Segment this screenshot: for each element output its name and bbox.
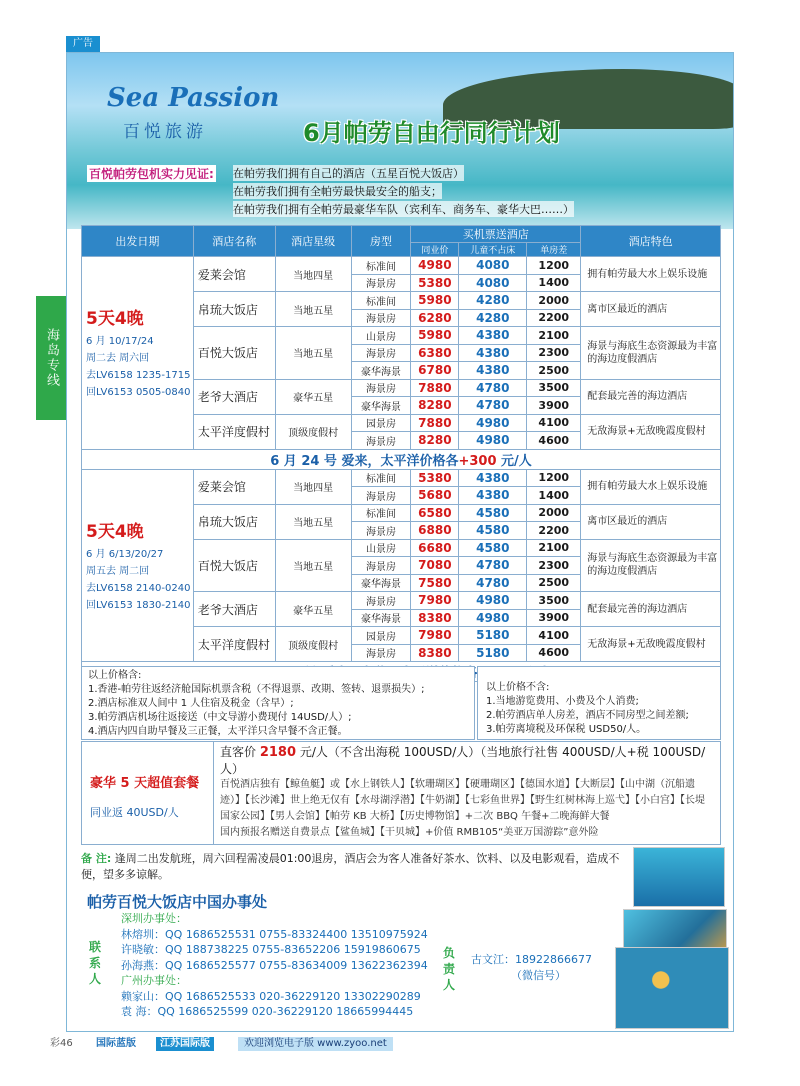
single-supplement: 2000 bbox=[527, 504, 581, 522]
child-price: 4380 bbox=[459, 362, 527, 380]
hotel-feature: 拥有帕劳最大水上娱乐设施 bbox=[581, 257, 721, 292]
single-supplement: 1200 bbox=[527, 469, 581, 487]
peer-price: 6580 bbox=[411, 504, 459, 522]
peer-price: 8280 bbox=[411, 432, 459, 450]
website-link[interactable]: 欢迎浏览电子版 www.zyoo.net bbox=[238, 1037, 393, 1051]
hotel-name: 爱莱会馆 bbox=[193, 469, 275, 504]
single-supplement: 3500 bbox=[527, 379, 581, 397]
th-room: 房型 bbox=[351, 226, 411, 257]
hotel-name: 百悦大饭店 bbox=[193, 539, 275, 592]
group-b-body bbox=[82, 469, 721, 662]
child-price: 5180 bbox=[459, 644, 527, 662]
single-supplement: 4600 bbox=[527, 644, 581, 662]
proof-line-1: 在帕劳我们拥有自己的酒店（五星百悦大饭店） bbox=[233, 167, 464, 180]
hotel-name: 太平洋度假村 bbox=[193, 627, 275, 662]
hotel-star: 当地四星 bbox=[275, 469, 351, 504]
peer-price: 7080 bbox=[411, 557, 459, 575]
single-supplement: 1200 bbox=[527, 257, 581, 275]
peer-price: 8280 bbox=[411, 397, 459, 415]
hotel-star: 当地五星 bbox=[275, 504, 351, 539]
room-type: 标准间 bbox=[351, 257, 411, 275]
room-type: 海景房 bbox=[351, 644, 411, 662]
contact-row: 许晓敏：QQ 188738225 0755-83652206 15919860675 bbox=[121, 943, 421, 956]
child-price: 4580 bbox=[459, 522, 527, 540]
return-flight: 回LV6153 1830-2140 bbox=[86, 599, 191, 611]
outbound-flight: 去LV6158 1235-1715 bbox=[86, 370, 191, 382]
footer bbox=[50, 1034, 750, 1054]
peer-price: 6280 bbox=[411, 309, 459, 327]
th-date: 出发日期 bbox=[82, 226, 194, 257]
room-type: 海景房 bbox=[351, 274, 411, 292]
edition-badge: 江苏国际版 bbox=[156, 1037, 214, 1051]
price-table bbox=[81, 225, 721, 682]
hotel-feature: 拥有帕劳最大水上娱乐设施 bbox=[581, 469, 721, 504]
child-price: 4280 bbox=[459, 309, 527, 327]
peer-price: 7880 bbox=[411, 414, 459, 432]
contact-row: 袁 海：QQ 1686525599 020-36229120 18665994445 bbox=[121, 1005, 414, 1018]
contact-row: 孙海燕：QQ 1686525577 0755-83634009 13622362394 bbox=[121, 958, 428, 972]
peer-price: 8380 bbox=[411, 609, 459, 627]
child-price: 4080 bbox=[459, 257, 527, 275]
proof-line-2: 在帕劳我们拥有全帕劳最快最安全的船支； bbox=[233, 185, 442, 198]
room-type: 豪华海景 bbox=[351, 609, 411, 627]
return-flight: 回LV6153 0505-0840 bbox=[86, 387, 191, 399]
hotel-feature: 无敌海景+无敌晚霞度假村 bbox=[581, 627, 721, 662]
price-excluded bbox=[477, 666, 721, 740]
child-price: 4780 bbox=[459, 574, 527, 592]
responsible-name: 古文江：18922866677 bbox=[471, 953, 592, 966]
peer-price: 5380 bbox=[411, 469, 459, 487]
peer-price: 7880 bbox=[411, 379, 459, 397]
responsible-wechat: （微信号） bbox=[511, 969, 566, 982]
peer-price: 6780 bbox=[411, 362, 459, 380]
departure-cell bbox=[82, 469, 194, 662]
single-supplement: 2100 bbox=[527, 539, 581, 557]
hotel-star: 顶级度假村 bbox=[275, 414, 351, 449]
child-price: 4380 bbox=[459, 469, 527, 487]
th-feature: 酒店特色 bbox=[581, 226, 721, 257]
hotel-name: 爱莱会馆 bbox=[193, 257, 275, 292]
trip-length: 5天4晚 bbox=[86, 309, 144, 330]
ad-frame bbox=[66, 52, 734, 1032]
proof-line-3: 在帕劳我们拥有全帕劳最豪华车队（宾利车、商务车、豪华大巴……） bbox=[233, 203, 574, 216]
price-included bbox=[81, 666, 475, 740]
peer-price: 7580 bbox=[411, 574, 459, 592]
room-type: 山景房 bbox=[351, 539, 411, 557]
hotel-feature: 配套最完善的海边酒店 bbox=[581, 592, 721, 627]
contact-row: 赖家山：QQ 1686525533 020-36229120 13302290289 bbox=[121, 989, 421, 1003]
page-number: 彩46 bbox=[50, 1038, 73, 1049]
room-type: 园景房 bbox=[351, 414, 411, 432]
single-supplement: 2200 bbox=[527, 309, 581, 327]
hotel-star: 顶级度假村 bbox=[275, 627, 351, 662]
hotel-name: 帛琉大饭店 bbox=[193, 504, 275, 539]
child-price: 4380 bbox=[459, 344, 527, 362]
single-supplement: 2500 bbox=[527, 574, 581, 592]
single-supplement: 2300 bbox=[527, 557, 581, 575]
hero-title: 6月帕劳自由行同行计划 bbox=[303, 119, 560, 147]
ad-tag: 广告 bbox=[66, 36, 100, 52]
room-type: 海景房 bbox=[351, 344, 411, 362]
child-price: 4080 bbox=[459, 274, 527, 292]
peer-price: 6680 bbox=[411, 539, 459, 557]
th-child: 儿童不占床 bbox=[459, 243, 527, 257]
group-a-body bbox=[82, 257, 721, 450]
child-price: 4780 bbox=[459, 397, 527, 415]
notice-a: 6 月 24 号 爱来，太平洋价格各+300 元/人 bbox=[82, 449, 721, 469]
room-type: 豪华海景 bbox=[351, 397, 411, 415]
room-type: 海景房 bbox=[351, 309, 411, 327]
child-price: 4980 bbox=[459, 592, 527, 610]
package-price-line: 直客价 2180 元/人（不含出海税 100USD/人）（当地旅行社售 400USD/人+税 100USD/人） bbox=[220, 745, 706, 776]
single-supplement: 1400 bbox=[527, 487, 581, 505]
hotel-feature: 离市区最近的酒店 bbox=[581, 292, 721, 327]
table-row bbox=[82, 469, 721, 487]
hotel-feature: 离市区最近的酒店 bbox=[581, 504, 721, 539]
departure-cell bbox=[82, 257, 194, 450]
hotel-name: 帛琉大饭店 bbox=[193, 292, 275, 327]
single-supplement: 2500 bbox=[527, 362, 581, 380]
child-price: 4380 bbox=[459, 327, 527, 345]
peer-price: 7980 bbox=[411, 627, 459, 645]
peer-price: 4980 bbox=[411, 257, 459, 275]
office-title: 帕劳百悦大饭店中国办事处 bbox=[87, 893, 268, 911]
included-item: 1.香港-帕劳往返经济舱国际机票含税（不得退票、改期、签转、退票损失）; bbox=[88, 684, 425, 695]
package-return: 同业返 40USD/人 bbox=[90, 806, 179, 819]
room-type: 豪华海景 bbox=[351, 574, 411, 592]
hotel-feature: 海景与海底生态资源最为丰富的海边度假酒店 bbox=[581, 539, 721, 592]
contact-label: 联系人 bbox=[89, 940, 102, 986]
hotel-star: 当地五星 bbox=[275, 327, 351, 380]
child-price: 4580 bbox=[459, 539, 527, 557]
hotel-name: 太平洋度假村 bbox=[193, 414, 275, 449]
magazine-name: 国际蓝版 bbox=[96, 1038, 136, 1049]
child-price: 4980 bbox=[459, 609, 527, 627]
proof-label: 百悦帕劳包机实力见证: bbox=[89, 167, 214, 181]
child-price: 5180 bbox=[459, 627, 527, 645]
child-price: 4580 bbox=[459, 504, 527, 522]
brand-sub: 百悦旅游 bbox=[123, 122, 207, 142]
contacts-list bbox=[121, 911, 428, 1020]
room-type: 海景房 bbox=[351, 487, 411, 505]
room-type: 海景房 bbox=[351, 432, 411, 450]
room-type: 园景房 bbox=[351, 627, 411, 645]
table-row bbox=[82, 257, 721, 275]
hotel-name: 老爷大酒店 bbox=[193, 592, 275, 627]
package-details bbox=[220, 744, 714, 841]
peer-price: 5980 bbox=[411, 327, 459, 345]
room-type: 标准间 bbox=[351, 504, 411, 522]
remark: 备 注: 逢周二出发航班，周六回程需凌晨01:00退房，酒店会为客人准备好茶水、饮料、以及电影观看，造成不便，望多多谅解。 bbox=[81, 852, 620, 881]
single-supplement: 2100 bbox=[527, 327, 581, 345]
room-type: 海景房 bbox=[351, 522, 411, 540]
th-star: 酒店星级 bbox=[275, 226, 351, 257]
child-price: 4380 bbox=[459, 487, 527, 505]
th-hotel: 酒店名称 bbox=[193, 226, 275, 257]
outbound-flight: 去LV6158 2140-0240 bbox=[86, 582, 191, 594]
contact-row: 林熔圳：QQ 1686525531 0755-83324400 13510975924 bbox=[121, 927, 428, 941]
single-supplement: 2300 bbox=[527, 344, 581, 362]
excluded-item: 2.帕劳酒店单人房差，酒店不同房型之间差额; bbox=[486, 710, 689, 721]
single-supplement: 3500 bbox=[527, 592, 581, 610]
trip-length: 5天4晚 bbox=[86, 521, 144, 542]
peer-price: 5380 bbox=[411, 274, 459, 292]
child-price: 4280 bbox=[459, 292, 527, 310]
package-name: 豪华 5 天超值套餐 bbox=[90, 776, 200, 791]
jellyfish-photo bbox=[615, 947, 729, 1029]
excluded-item: 3.帕劳离境税及环保税 USD50/人。 bbox=[486, 724, 647, 735]
hotel-star: 豪华五星 bbox=[275, 379, 351, 414]
included-item: 2.酒店标准双人间中 1 人住宿及税金（含早）; bbox=[88, 698, 294, 709]
single-supplement: 4600 bbox=[527, 432, 581, 450]
single-supplement: 3900 bbox=[527, 609, 581, 627]
peer-price: 6880 bbox=[411, 522, 459, 540]
th-peer: 同业价 bbox=[411, 243, 459, 257]
room-type: 海景房 bbox=[351, 379, 411, 397]
child-price: 4980 bbox=[459, 414, 527, 432]
single-supplement: 4100 bbox=[527, 627, 581, 645]
child-price: 4980 bbox=[459, 432, 527, 450]
single-supplement: 2200 bbox=[527, 522, 581, 540]
peer-price: 6380 bbox=[411, 344, 459, 362]
hotel-feature: 海景与海底生态资源最为丰富的海边度假酒店 bbox=[581, 327, 721, 380]
city-shenzhen: 深圳办事处： bbox=[121, 912, 187, 925]
room-type: 山景房 bbox=[351, 327, 411, 345]
included-title: 以上价格含: bbox=[88, 670, 142, 681]
hotel-name: 百悦大饭店 bbox=[193, 327, 275, 380]
peer-price: 5980 bbox=[411, 292, 459, 310]
single-supplement: 4100 bbox=[527, 414, 581, 432]
diving-photo bbox=[633, 847, 725, 907]
room-type: 标准间 bbox=[351, 469, 411, 487]
departure-dates: 6 月 6/13/20/27 bbox=[86, 548, 164, 560]
hotel-name: 老爷大酒店 bbox=[193, 379, 275, 414]
excluded-title: 以上价格不含: bbox=[486, 682, 550, 693]
hotel-star: 当地五星 bbox=[275, 292, 351, 327]
package-left bbox=[82, 742, 214, 844]
hotel-star: 当地四星 bbox=[275, 257, 351, 292]
included-item: 3.帕劳酒店机场往返接送（中文导游小费现付 14USD/人）; bbox=[88, 712, 352, 723]
hotel-star: 豪华五星 bbox=[275, 592, 351, 627]
th-single: 单房差 bbox=[527, 243, 581, 257]
departure-days: 周五去 周二回 bbox=[86, 565, 150, 577]
hotel-feature: 配套最完善的海边酒店 bbox=[581, 379, 721, 414]
city-guangzhou: 广州办事处： bbox=[121, 974, 187, 987]
departure-dates: 6 月 10/17/24 bbox=[86, 336, 154, 348]
peer-price: 5680 bbox=[411, 487, 459, 505]
peer-price: 7980 bbox=[411, 592, 459, 610]
hotel-feature: 无敌海景+无敌晚霞度假村 bbox=[581, 414, 721, 449]
room-type: 海景房 bbox=[351, 592, 411, 610]
single-supplement: 1400 bbox=[527, 274, 581, 292]
hotel-star: 当地五星 bbox=[275, 539, 351, 592]
package-bonus: 国内预报名赠送自费景点【鲨鱼城】【干贝城】+价值 RMB105“美亚万国游踪”意外险 bbox=[220, 827, 599, 838]
room-type: 豪华海景 bbox=[351, 362, 411, 380]
responsible-label: 负责人 bbox=[443, 946, 456, 992]
excluded-item: 1.当地游览费用、小费及个人消费; bbox=[486, 696, 639, 707]
hero-banner bbox=[67, 53, 733, 229]
included-item: 4.酒店内四自助早餐及三正餐，太平洋只含早餐不含正餐。 bbox=[88, 726, 348, 737]
child-price: 4780 bbox=[459, 379, 527, 397]
package-box bbox=[81, 741, 721, 845]
room-type: 海景房 bbox=[351, 557, 411, 575]
child-price: 4780 bbox=[459, 557, 527, 575]
th-buy: 买机票送酒店 bbox=[411, 226, 581, 243]
single-supplement: 3900 bbox=[527, 397, 581, 415]
peer-price: 8380 bbox=[411, 644, 459, 662]
package-includes: 百悦酒店独有【鲸鱼艇】或【水上钢铁人】【软珊瑚区】【硬珊瑚区】【德国水道】【大断层】【山中湖（沉船遗迹）】【长沙滩】世上绝无仅有【水母湖浮潜】【牛奶湖】【七彩鱼世界】【野生红树林海上巡弋】【小白宫】【长堤国家公园】【男人会馆】【帕劳 KB 大桥】【历史博物馆】+二次 BBQ 午餐+二晚海鲜大餐 bbox=[220, 779, 705, 822]
section-side-tab: 海岛专线 bbox=[36, 296, 66, 420]
departure-days: 周二去 周六回 bbox=[86, 353, 150, 365]
single-supplement: 2000 bbox=[527, 292, 581, 310]
brand-logo: Sea Passion bbox=[107, 83, 280, 113]
room-type: 标准间 bbox=[351, 292, 411, 310]
